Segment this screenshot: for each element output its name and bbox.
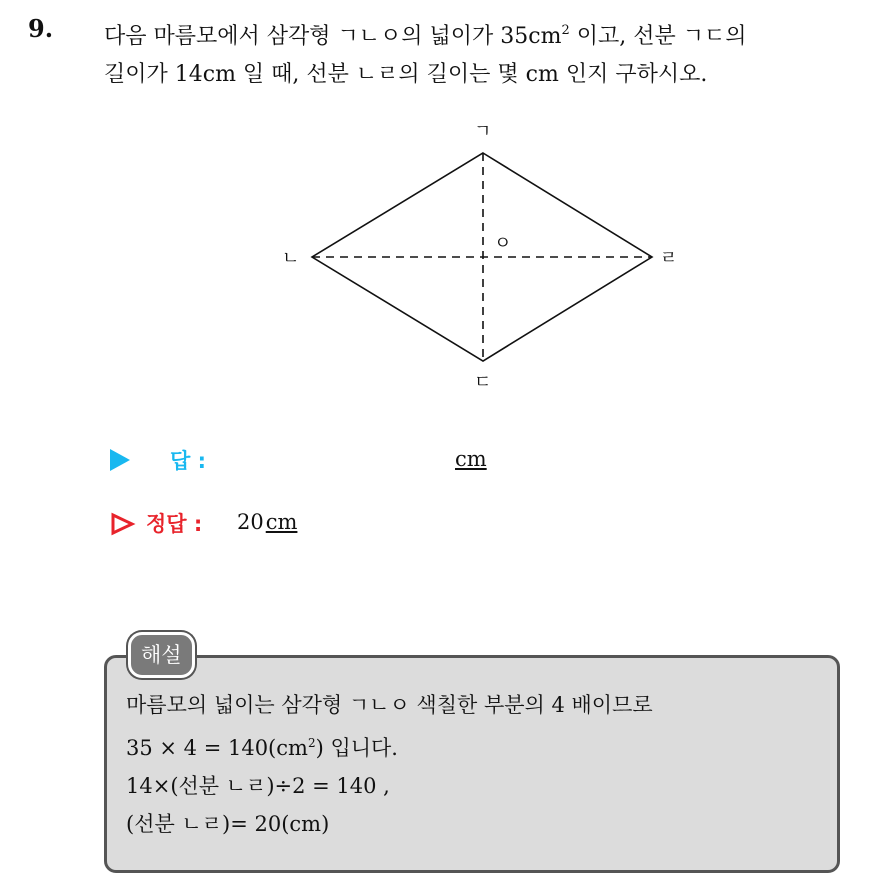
explanation-tag: 해설 [128, 632, 195, 678]
explanation-line-4: (선분 ㄴㄹ)= 20(cm) [126, 812, 330, 836]
vertex-label-right: ㄹ [660, 248, 678, 269]
outline-triangle-icon [110, 512, 136, 536]
answer-unit: cm [455, 447, 487, 471]
explanation-line-1: 마름모의 넓이는 삼각형 ㄱㄴㅇ 색칠한 부분의 4 배이므로 [126, 693, 653, 717]
correct-answer-label: 정답 : [146, 512, 203, 536]
question-number: 9. [28, 14, 54, 43]
center-label: ㅇ [494, 233, 512, 254]
answer-label: 답 : [170, 449, 206, 473]
answer-row [110, 445, 610, 481]
question-line-2: 길이가 14cm 일 때, 선분 ㄴㄹ의 길이는 몇 cm 인지 구하시오. [104, 62, 708, 87]
vertex-label-left: ㄴ [282, 248, 300, 269]
explanation-line-3: 14×(선분 ㄴㄹ)÷2 = 140 , [126, 774, 390, 798]
vertex-label-bottom: ㄷ [474, 372, 492, 393]
correct-answer-value: 20cm [237, 510, 298, 534]
question-text [104, 12, 874, 94]
rhombus-figure [260, 110, 700, 400]
explanation-text [126, 686, 653, 843]
correct-answer-row [110, 508, 610, 544]
vertex-label-top: ㄱ [474, 121, 492, 142]
question-line-1: 다음 마름모에서 삼각형 ㄱㄴㅇ의 넓이가 $35cm^2$ 이고, 선분 ㄱㄷ의 [104, 23, 747, 49]
explanation-line-2: $35 \times 4 = 140(cm^2)$ 입니다. [126, 736, 398, 760]
play-triangle-icon [110, 449, 130, 471]
